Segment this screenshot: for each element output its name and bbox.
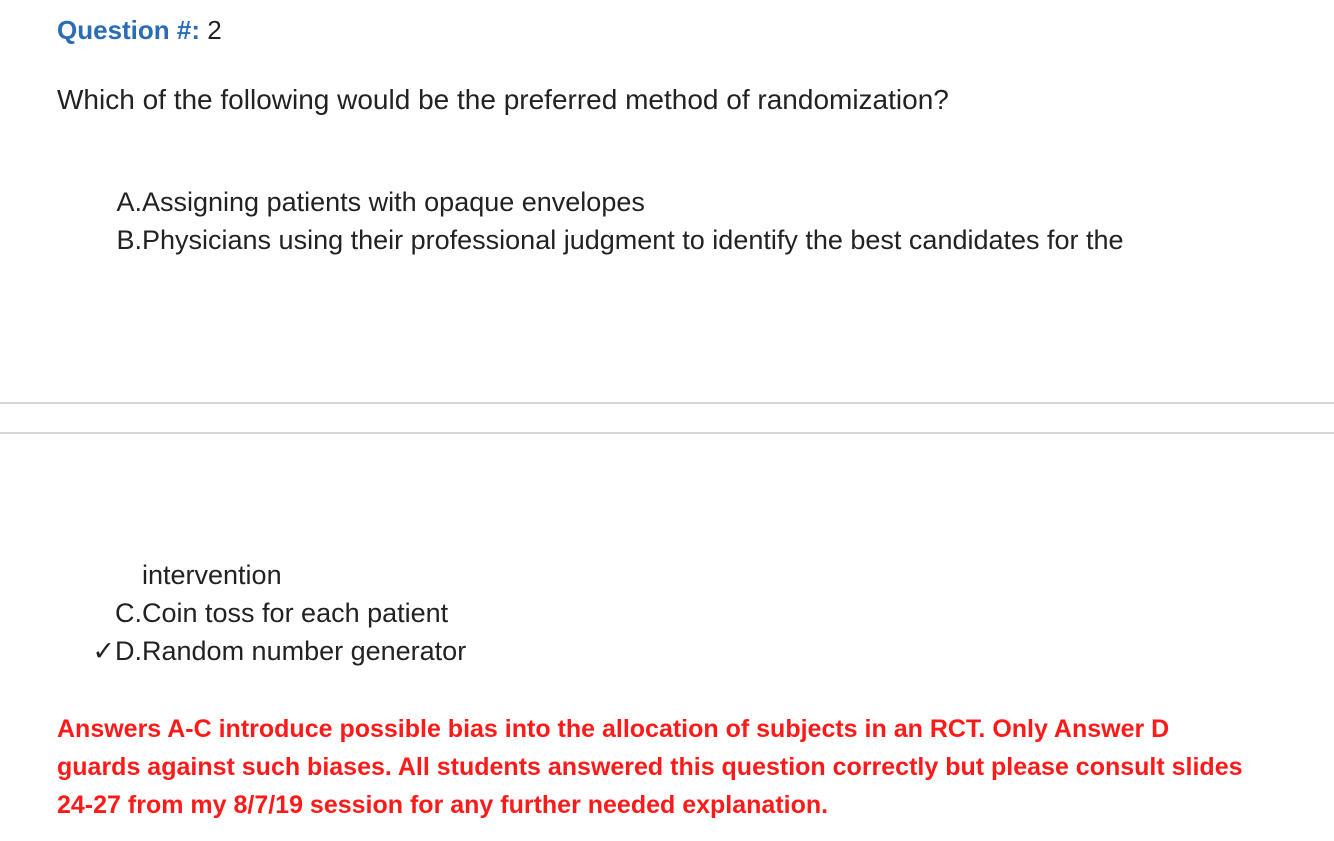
option-c bbox=[115, 596, 449, 630]
option-c-text: Coin toss for each patient bbox=[142, 598, 449, 628]
option-b-text: Physicians using their professional judgment to identify the best candidates for the bbox=[142, 225, 1124, 255]
page-break-bottom bbox=[0, 432, 1334, 434]
question-label: Question #: bbox=[57, 15, 201, 45]
answer-explanation: Answers A-C introduce possible bias into the allocation of subjects in an RCT. Only Answer D guards against such biases. All students answered this question correctly but please consult slides 24-27 from my 8/7/19 session for any further needed explanation. bbox=[57, 715, 1243, 819]
option-d-letter bbox=[0, 634, 142, 668]
option-d-text: Random number generator bbox=[142, 636, 467, 666]
option-d-letter-text: D. bbox=[115, 636, 142, 666]
option-b-continuation: intervention bbox=[142, 560, 282, 590]
checkmark-icon: ✓ bbox=[92, 636, 115, 666]
option-a bbox=[116, 185, 645, 219]
option-b bbox=[116, 223, 1124, 257]
option-b-letter: B. bbox=[116, 225, 142, 255]
question-text: Which of the following would be the preferred method of randomization? bbox=[57, 84, 949, 115]
option-a-letter: A. bbox=[116, 187, 142, 217]
option-d bbox=[92, 634, 467, 668]
option-a-text: Assigning patients with opaque envelopes bbox=[142, 187, 645, 217]
question-header bbox=[57, 14, 222, 46]
question-number: 2 bbox=[207, 15, 222, 45]
option-c-letter: C. bbox=[115, 598, 142, 628]
page-break-top bbox=[0, 402, 1334, 404]
